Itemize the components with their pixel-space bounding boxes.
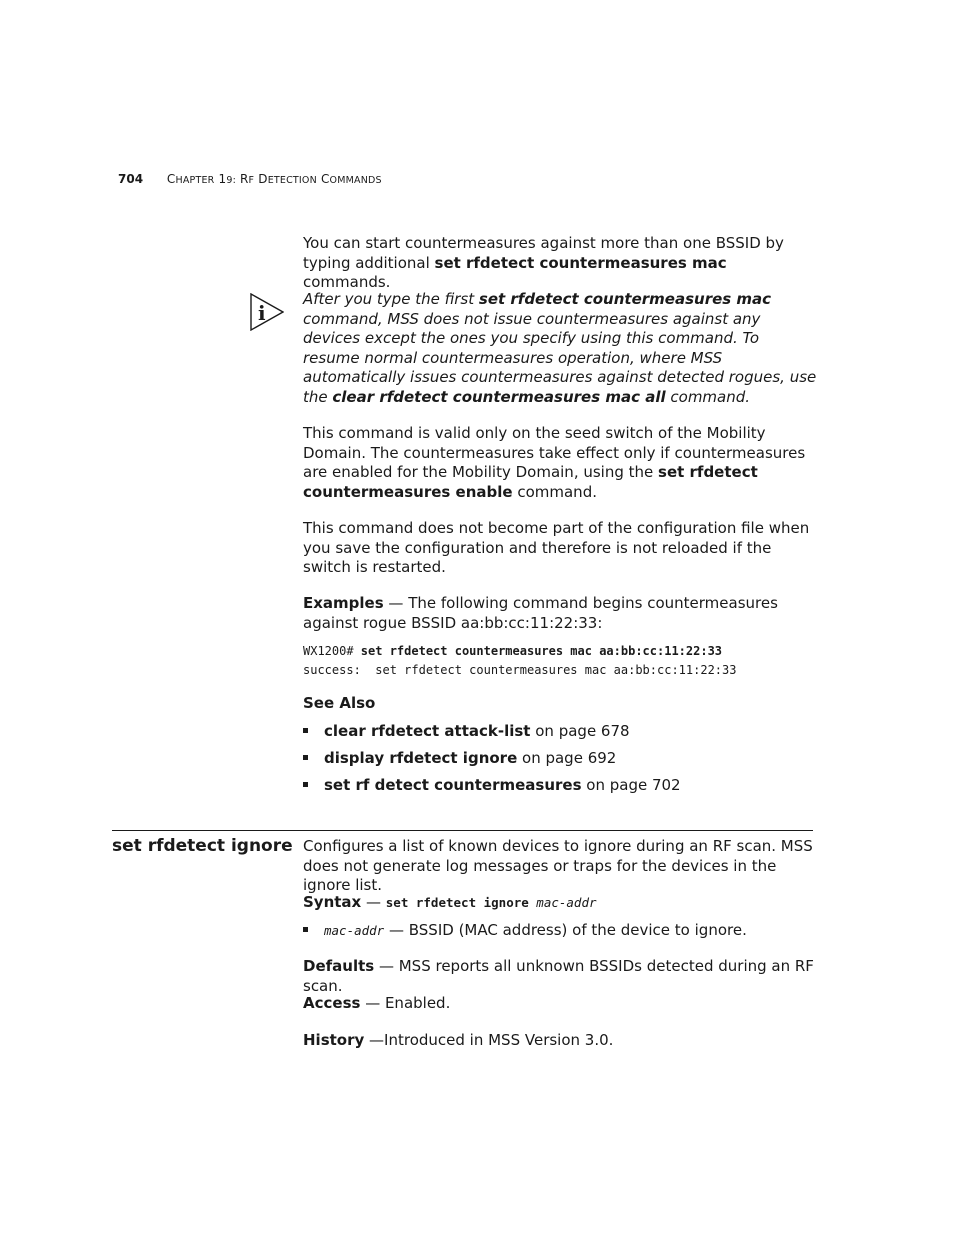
text: — The following command begins countermeasures against rogue BSSID aa:bb:cc:11:22:33: [303, 594, 778, 632]
see-also-link[interactable]: set rf detect countermeasures [324, 776, 582, 794]
parameter-name: mac-addr [324, 923, 385, 938]
syntax-argument: mac-addr [528, 895, 597, 910]
text: command, MSS does not issue countermeasures against any devices except the ones you specify using this command. To resume normal countermeasures operation, where MSS automatically issues countermeasures against detected rogues, use the [303, 309, 817, 406]
command-ref: set rfdetect countermeasures enable [303, 463, 758, 501]
text: — MSS reports all unknown BSSIDs detected during an RF scan. [303, 957, 814, 995]
syntax-line [303, 893, 818, 913]
text: commands. [303, 273, 391, 291]
text: — [361, 893, 386, 911]
page-ref: on page 692 [517, 749, 617, 767]
defaults-line [303, 957, 823, 996]
see-also-link[interactable]: clear rfdetect attack-list [324, 722, 531, 740]
config-file-paragraph: This command does not become part of the configuration file when you save the configuration and therefore is not reloaded if the switch is restarted. [303, 519, 810, 576]
syntax-command: set rfdetect ignore [385, 895, 529, 910]
parameter-description: — BSSID (MAC address) of the device to ignore. [384, 921, 747, 939]
list-item [303, 749, 616, 769]
command-ref: clear rfdetect countermeasures mac all [332, 387, 666, 406]
text: This command is valid only on the seed switch of the Mobility Domain. The countermeasures take effect only if countermeasures are enabled for the Mobility Domain, using the [303, 424, 806, 481]
page-number: 704 [118, 172, 144, 186]
code-command: set rfdetect countermeasures mac aa:bb:cc:11:22:33 [360, 644, 723, 658]
section-divider [112, 830, 813, 831]
note-text [303, 290, 818, 407]
intro-paragraph [303, 234, 818, 293]
svg-text:i: i [258, 301, 266, 325]
list-item [303, 921, 747, 941]
list-item [303, 722, 630, 742]
history-line [303, 1031, 818, 1051]
section-title: set rfdetect ignore [112, 836, 293, 856]
info-note-icon [250, 293, 284, 331]
chapter-title: CHAPTER 19: RF DETECTION COMMANDS [166, 172, 382, 186]
see-also-heading: See Also [303, 694, 376, 712]
running-header [118, 172, 382, 186]
text: —Introduced in MSS Version 3.0. [364, 1031, 614, 1049]
bullet-icon [303, 755, 308, 760]
code-prompt: WX1200# [303, 644, 361, 658]
code-output: success: set rfdetect countermeasures mac aa:bb:cc:11:22:33 [303, 662, 737, 677]
defaults-label: Defaults [303, 957, 375, 975]
access-label: Access [303, 994, 361, 1012]
command-ref: set rfdetect countermeasures mac [478, 290, 772, 308]
page-ref: on page 678 [530, 722, 630, 740]
examples-label: Examples [303, 594, 384, 612]
history-label: History [303, 1031, 365, 1049]
bullet-icon [303, 927, 308, 932]
see-also-link[interactable]: display rfdetect ignore [324, 749, 518, 767]
bullet-icon [303, 782, 308, 787]
text: — Enabled. [360, 994, 451, 1012]
bullet-icon [303, 728, 308, 733]
examples-paragraph [303, 594, 818, 633]
section-description: Configures a list of known devices to ignore during an RF scan. MSS does not generate log messages or traps for the devices in the ignore list. [303, 837, 813, 894]
seed-switch-paragraph [303, 424, 818, 502]
example-code-block [303, 642, 736, 679]
text: command. [512, 482, 597, 501]
text: After you type the first [303, 290, 479, 308]
text: command. [665, 387, 751, 406]
page-ref: on page 702 [581, 776, 681, 794]
access-line [303, 994, 818, 1014]
syntax-label: Syntax [303, 893, 362, 911]
command-ref: set rfdetect countermeasures mac [434, 253, 727, 272]
text: You can start countermeasures against more than one BSSID by typing additional [303, 234, 784, 272]
list-item [303, 776, 681, 796]
